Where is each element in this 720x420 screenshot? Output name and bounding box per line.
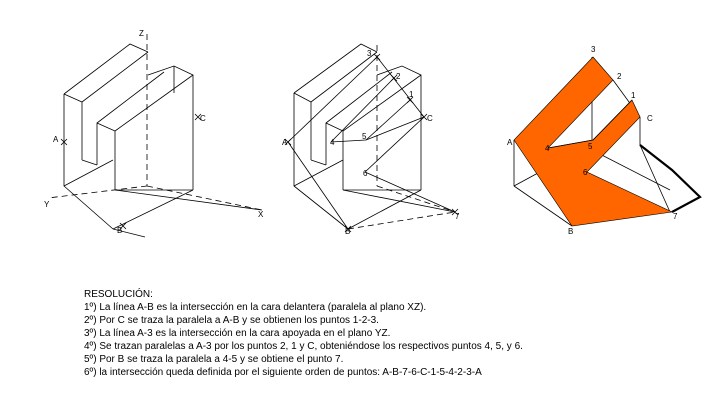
label-7-2: 7 [455, 212, 460, 221]
label-c-2: C [427, 114, 433, 123]
label-2-2: 2 [396, 72, 401, 81]
label-b-3: B [568, 227, 574, 236]
figure-2 [282, 44, 460, 236]
resolution-heading: RESOLUCIÓN: [84, 289, 153, 300]
resolution-step-6: 6º) la intersección queda definida por el siguiente orden de puntos: A-B-7-6-C-1-5-4-2-3-A [84, 367, 482, 378]
label-x: X [258, 210, 264, 219]
resolution-text [84, 288, 523, 379]
label-a-2: A [282, 138, 288, 147]
label-a: A [53, 135, 59, 144]
label-3-2: 3 [367, 49, 372, 58]
label-5-3: 5 [588, 142, 593, 151]
label-4-2: 4 [330, 138, 335, 147]
label-c: C [200, 114, 206, 123]
label-2-3: 2 [617, 72, 622, 81]
label-b-2: B [345, 227, 351, 236]
figure-3 [507, 45, 700, 236]
construction-lines-2 [288, 57, 455, 229]
label-5-2: 5 [362, 132, 367, 141]
label-z: Z [139, 29, 144, 38]
resolution-step-4: 4º) Se trazan paralelas a A-3 por los puntos 2, 1 y C, obteniéndose los respectivos puntos 4, 5, y 6. [84, 341, 523, 352]
label-6-2: 6 [363, 169, 368, 178]
label-3-3: 3 [591, 45, 596, 54]
resolution-step-2: 2º) Por C se traza la paralela a A-B y se obtienen los puntos 1-2-3. [84, 315, 379, 326]
label-1-2: 1 [409, 90, 414, 99]
solid-outline-1 [64, 44, 262, 237]
resolution-step-5: 5º) Por B se traza la paralela a 4-5 y se obtiene el punto 7. [84, 354, 344, 365]
label-b: B [117, 226, 123, 235]
label-c-3: C [647, 114, 653, 123]
resolution-step-1: 1º) La línea A-B es la intersección en la cara delantera (paralela al plano XZ). [84, 302, 427, 313]
resolution-step-3: 3º) La línea A-3 es la intersección en la cara apoyada en el plano YZ. [84, 328, 391, 339]
intersection-polygon [514, 57, 672, 226]
label-4-3: 4 [545, 144, 550, 153]
label-6-3: 6 [583, 168, 588, 177]
label-1-3: 1 [631, 91, 636, 100]
label-7-3: 7 [673, 212, 678, 221]
label-y: Y [44, 200, 50, 209]
figure-1 [44, 29, 264, 237]
label-a-3: A [507, 138, 513, 147]
